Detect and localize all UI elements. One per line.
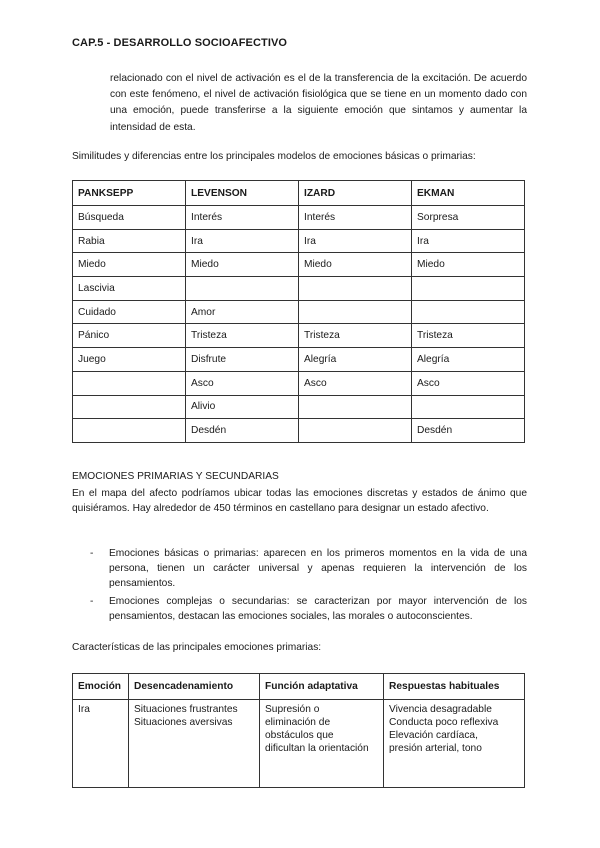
table-cell: Ira [299, 229, 412, 253]
table-row [73, 700, 525, 788]
header-cell: Función adaptativa [260, 674, 384, 700]
cell-text: eliminación de [265, 717, 331, 728]
table-cell: Ira [186, 229, 299, 253]
table-cell [384, 700, 525, 788]
table-cell [73, 700, 129, 788]
table-row [73, 300, 525, 324]
table-cell: Asco [186, 371, 299, 395]
table-cell: Alivio [186, 395, 299, 419]
table-cell: Interés [186, 206, 299, 230]
cell-text: Situaciones aversivas [134, 717, 233, 728]
table-row [73, 371, 525, 395]
table-cell [73, 419, 186, 443]
table-cell: Alegría [299, 348, 412, 372]
emotion-models-table [72, 180, 525, 443]
table-cell: Miedo [299, 253, 412, 277]
table-cell: Miedo [73, 253, 186, 277]
table-cell: Lascivia [73, 277, 186, 301]
table-header-row [73, 181, 525, 206]
bullet-list [72, 546, 527, 626]
chapter-header: CAP.5 - DESARROLLO SOCIOAFECTIVO [72, 37, 288, 49]
table-cell [129, 700, 260, 788]
table-row [73, 395, 525, 419]
header-cell: EKMAN [412, 181, 525, 206]
section-title: EMOCIONES PRIMARIAS Y SECUNDARIAS [72, 471, 279, 482]
section-paragraph: En el mapa del afecto podríamos ubicar todas las emociones discretas y estados de ánimo que quisiéramos. Hay alrededor de 450 términos en castellano para designar un estado afectivo. [72, 488, 527, 515]
table-cell: Disfrute [186, 348, 299, 372]
table-cell [412, 300, 525, 324]
bullet-dash: - [90, 595, 94, 607]
table-row [73, 229, 525, 253]
cell-text: dificultan la orientación [265, 743, 369, 754]
cell-text: Vivencia desagradable [389, 704, 492, 715]
table-cell: Tristeza [186, 324, 299, 348]
table-cell: Desdén [412, 419, 525, 443]
table-cell: Pánico [73, 324, 186, 348]
table2-intro: Características de las principales emociones primarias: [72, 642, 322, 653]
table-cell: Miedo [186, 253, 299, 277]
table-cell [412, 277, 525, 301]
table-cell: Juego [73, 348, 186, 372]
table-cell [412, 395, 525, 419]
table-cell [299, 419, 412, 443]
bullet-dash: - [90, 548, 94, 559]
table-cell [299, 395, 412, 419]
list-item-text: Emociones básicas o primarias: aparecen en los primeros momentos en la vida de una persona, tienen un carácter universal y apenas requieren la intervención de los pensamientos. [109, 548, 527, 590]
table1-intro: Similitudes y diferencias entre los principales modelos de emociones básicas o primarias: [72, 151, 476, 162]
table-cell: Alegría [412, 348, 525, 372]
table-cell: Interés [299, 206, 412, 230]
table-row [73, 253, 525, 277]
table-header-row [73, 674, 525, 700]
list-item-text: Emociones complejas o secundarias: se caracterizan por mayor intervención de los pensamientos, destacan las emociones sociales, las morales o autoconscientes. [109, 595, 527, 622]
table-cell [73, 371, 186, 395]
cell-text: Supresión o [265, 704, 320, 715]
table-row [73, 348, 525, 372]
header-cell: PANKSEPP [73, 181, 186, 206]
list-item [72, 594, 527, 624]
primary-emotions-table [72, 673, 525, 788]
continuation-paragraph: relacionado con el nivel de activación es el de la transferencia de la excitación. De acuerdo con este fenómeno, el nivel de activación fisiológica que se tiene en un momento dado con una emoción, puede transferirse a la siguiente emoción que sintamos y aumentar la intensidad de esta. [110, 73, 527, 133]
cell-text: Conducta poco reflexiva [389, 717, 499, 728]
table-row [73, 206, 525, 230]
header-cell: Emoción [73, 674, 129, 700]
table-row [73, 277, 525, 301]
header-cell: LEVENSON [186, 181, 299, 206]
table-cell: Asco [412, 371, 525, 395]
table-row [73, 324, 525, 348]
cell-text: Situaciones frustrantes [134, 704, 238, 715]
table-row [73, 419, 525, 443]
table-cell: Cuidado [73, 300, 186, 324]
header-cell: Respuestas habituales [384, 674, 525, 700]
table-cell [299, 277, 412, 301]
table-cell: Ira [412, 229, 525, 253]
table-cell: Asco [299, 371, 412, 395]
table-cell: Sorpresa [412, 206, 525, 230]
table-cell: Desdén [186, 419, 299, 443]
cell-text: Ira [78, 704, 90, 715]
table-cell [186, 277, 299, 301]
table-cell: Tristeza [299, 324, 412, 348]
table-cell [73, 395, 186, 419]
table-cell [260, 700, 384, 788]
list-item [72, 546, 527, 592]
table-cell: Búsqueda [73, 206, 186, 230]
header-cell: IZARD [299, 181, 412, 206]
table-cell: Miedo [412, 253, 525, 277]
cell-text: Elevación cardíaca, [389, 730, 478, 741]
table-cell: Rabia [73, 229, 186, 253]
table-cell: Tristeza [412, 324, 525, 348]
cell-text: presión arterial, tono [389, 743, 482, 754]
table-cell: Amor [186, 300, 299, 324]
header-cell: Desencadenamiento [129, 674, 260, 700]
table-cell [299, 300, 412, 324]
cell-text: obstáculos que [265, 730, 334, 741]
